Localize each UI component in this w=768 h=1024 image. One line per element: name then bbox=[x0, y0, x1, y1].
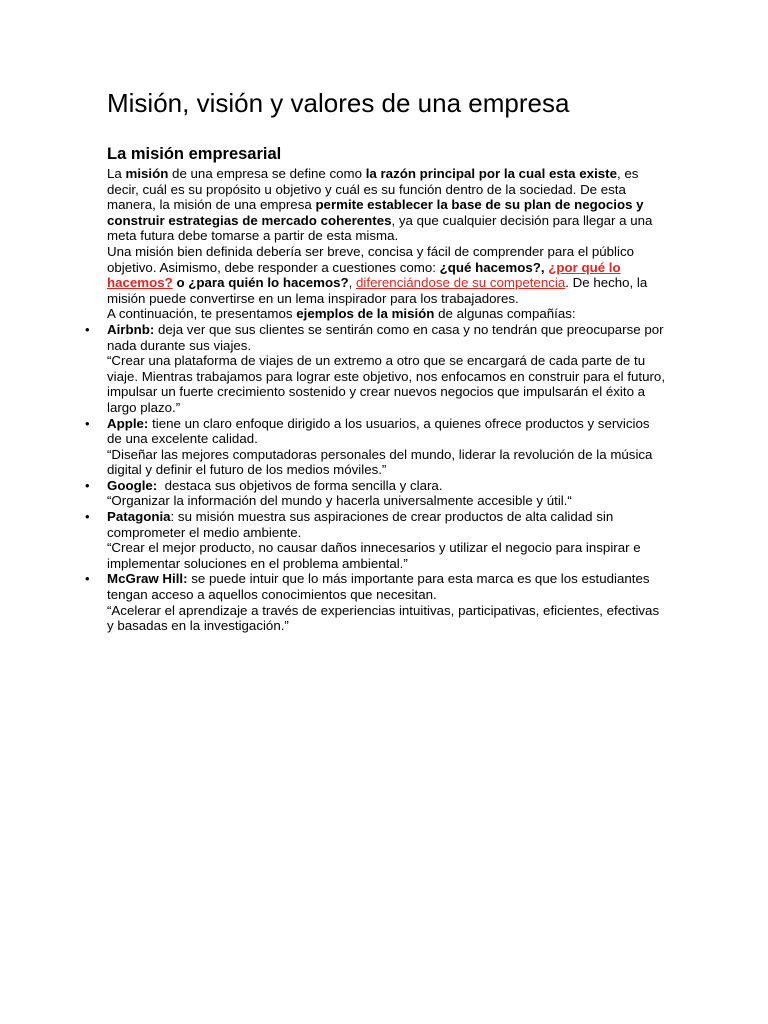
section-heading: La misión empresarial bbox=[107, 145, 282, 163]
text-run: , bbox=[348, 275, 357, 291]
company-quote: “Organizar la información del mundo y hacerla universalmente accesible y útil.“ bbox=[107, 493, 572, 509]
company-list bbox=[85, 321, 667, 634]
company-name: Patagonia bbox=[107, 509, 171, 525]
text-run: A continuación, te presentamos bbox=[107, 306, 297, 322]
bold-phrase-plan: permite establecer la base de su plan de negocios y construir estrategias de mercado coherentes bbox=[107, 197, 644, 228]
company-name: Apple: bbox=[107, 415, 149, 431]
company-name: Google: bbox=[107, 477, 158, 493]
bold-phrase-razon: la razón principal por la cual esta existe bbox=[365, 166, 617, 181]
bullet-icon: • bbox=[85, 509, 90, 525]
list-item-apple bbox=[85, 415, 667, 478]
bullet-icon: • bbox=[85, 571, 90, 587]
text-run: La bbox=[107, 166, 126, 181]
page-title: Misión, visión y valores de una empresa bbox=[107, 88, 570, 118]
bold-question-que: ¿qué hacemos?, bbox=[439, 259, 549, 275]
text-run: , ya que cualquier decisión para llegar a una meta futura debe tomarse a partir de esta misma. bbox=[107, 212, 653, 244]
bullet-icon: • bbox=[85, 321, 90, 337]
text-run: Una misión bien definida debería ser breve, concisa y fácil de comprender para el público objetivo. Asimismo, debe responder a cuestiones como: bbox=[107, 243, 634, 275]
company-description: tiene un claro enfoque dirigido a los usuarios, a quienes ofrece productos y servicios de una excelente calidad. bbox=[107, 415, 650, 447]
bullet-icon: • bbox=[85, 415, 90, 431]
list-item-airbnb bbox=[85, 321, 667, 416]
paragraph-intro-examples bbox=[107, 306, 667, 322]
company-quote: “Acelerar el aprendizaje a través de experiencias intuitivas, participativas, eficientes, efectivas y basadas en la investigación.” bbox=[107, 602, 660, 634]
company-quote: “Crear el mejor producto, no causar daños innecesarios y utilizar el negocio para inspirar e implementar soluciones en el problema ambiental.” bbox=[107, 540, 641, 571]
list-item-google bbox=[85, 477, 667, 509]
text-run: de algunas compañías: bbox=[434, 306, 576, 322]
paragraph-definition bbox=[107, 166, 667, 244]
company-quote: “Diseñar las mejores computadoras personales del mundo, liderar la revolución de la música digital y definir el futuro de los medios móviles.” bbox=[107, 446, 653, 478]
company-name: McGraw Hill: bbox=[107, 571, 188, 587]
link-por-que[interactable]: ¿por qué lo hacemos? bbox=[107, 259, 621, 291]
company-description: : su misión muestra sus aspiraciones de crear productos de alta calidad sin comprometer el medio ambiente. bbox=[107, 509, 614, 540]
company-name: Airbnb: bbox=[107, 321, 155, 337]
list-item-patagonia bbox=[85, 509, 667, 571]
document-body bbox=[85, 166, 667, 634]
company-description: deja ver que sus clientes se sentirán como en casa y no tendrán que preocuparse por nada durante sus viajes. bbox=[107, 321, 664, 353]
bold-question-para-quien: o ¿para quién lo hacemos? bbox=[172, 275, 349, 291]
bold-term-mision: misión bbox=[125, 166, 169, 181]
company-quote: “Crear una plataforma de viajes de un extremo a otro que se encargará de cada parte de tu viaje. Mientras trabajamos para lograr este objetivo, nos enfocamos en construir para el futuro, impulsar un fuerte crecimiento sostenido y crear nuevos negocios que impulsarán el éxito a largo plazo.” bbox=[107, 353, 666, 415]
text-run: . De hecho, la misión puede convertirse en un lema inspirador para los trabajadores. bbox=[107, 275, 648, 306]
text-run: , es decir, cuál es su propósito u objetivo y cuál es su función dentro de la sociedad. De esta manera, la misión de una empresa bbox=[107, 166, 639, 213]
bullet-icon: • bbox=[85, 477, 90, 493]
company-description: se puede intuir que lo más importante para esta marca es que los estudiantes tengan acceso a aquellos conocimientos que necesitan. bbox=[107, 571, 650, 603]
bold-phrase-ejemplos: ejemplos de la misión bbox=[296, 306, 435, 322]
text-run: de una empresa se define como bbox=[168, 166, 366, 181]
paragraph-characteristics bbox=[107, 244, 667, 306]
list-item-mcgraw-hill bbox=[85, 571, 667, 634]
company-description: destaca sus objetivos de forma sencilla y clara. bbox=[157, 477, 443, 493]
link-competencia[interactable]: diferenciándose de su competencia bbox=[356, 275, 566, 291]
